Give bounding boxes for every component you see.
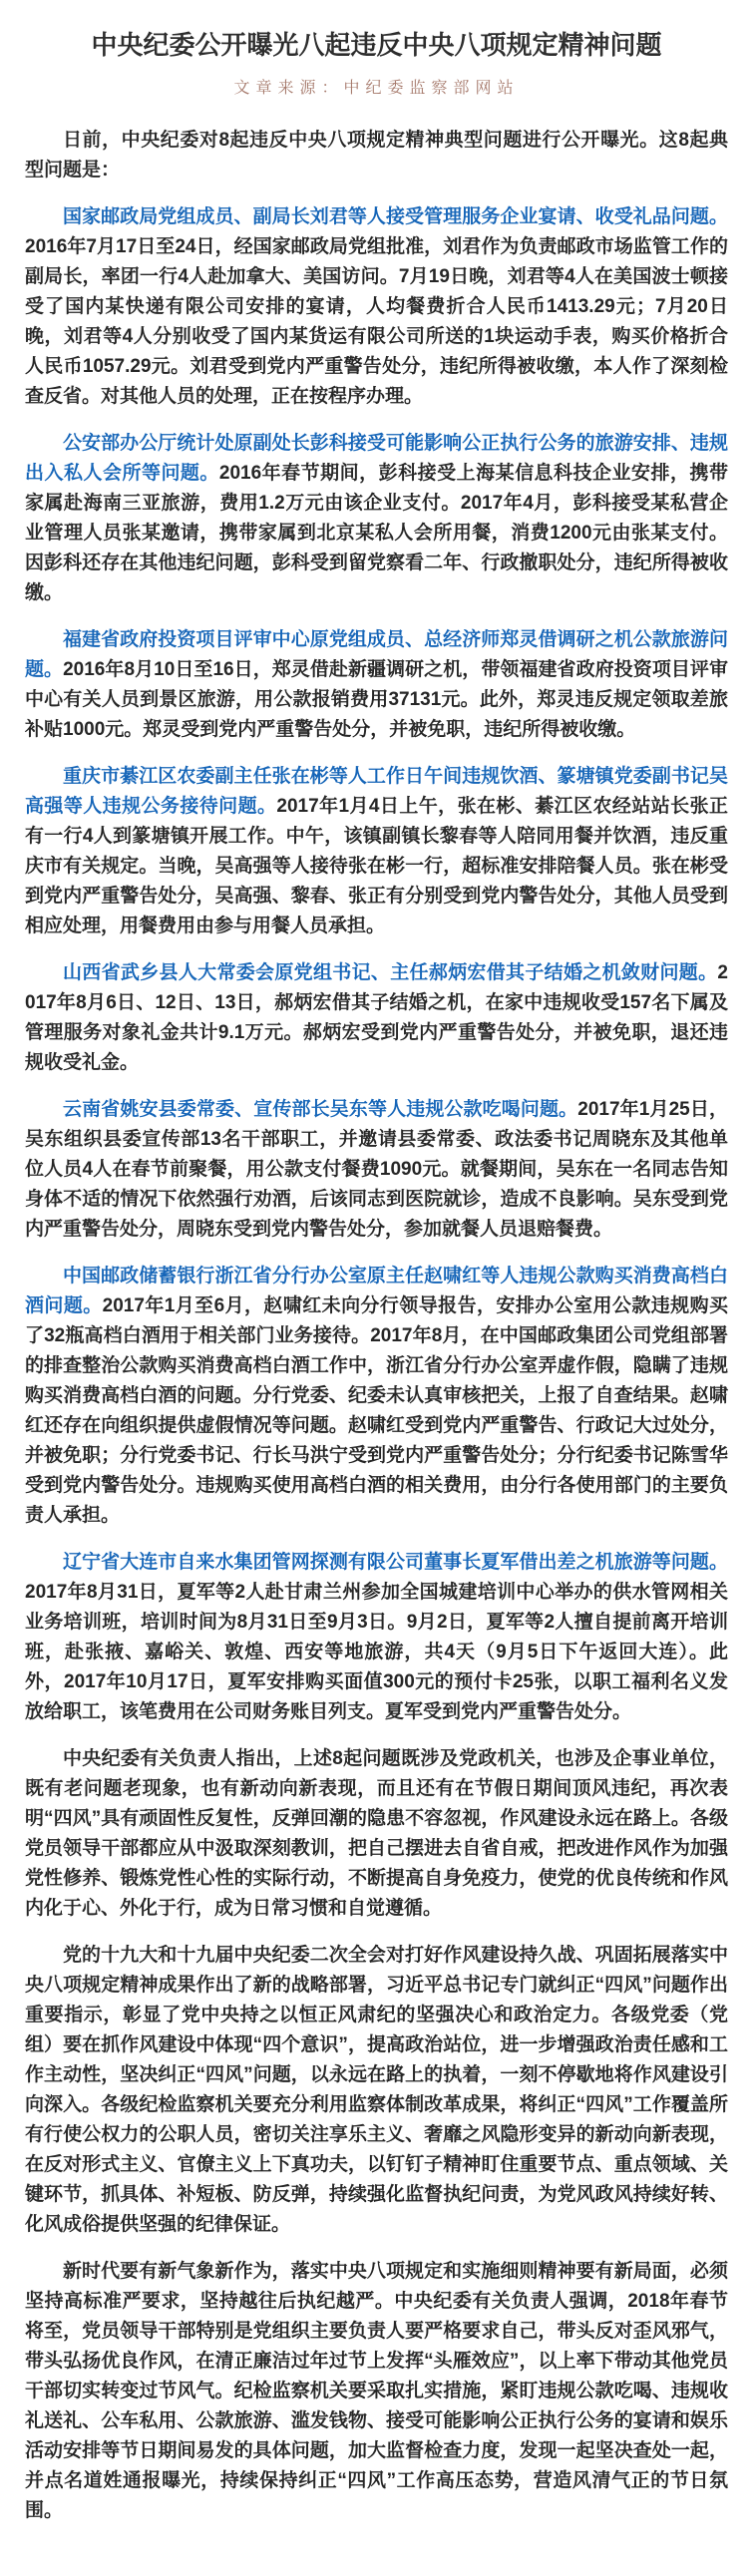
case-headline-8: 辽宁省大连市自来水集团管网探测有限公司董事长夏军借出差之机旅游等问题。 (63, 1552, 728, 1573)
case-paragraph-6 (25, 1095, 728, 1245)
case-paragraph-3 (25, 625, 728, 745)
case-headline-6: 云南省姚安县委常委、宣传部长吴东等人违规公款吃喝问题。 (63, 1099, 578, 1120)
closing-paragraph-2: 党的十九大和十九届中央纪委二次全会对打好作风建设持久战、巩固拓展落实中央八项规定精神成果作出了新的战略部署，习近平总书记专门就纠正“四风”问题作出重要指示，彰显了党中央持之以恒正风肃纪的坚强决心和政治定力。各级党委（党组）要在抓作风建设中体现“四个意识”，提高政治站位，进一步增强政治责任感和工作主动性，坚决纠正“四风”问题，以永远在路上的执着，一刻不停歇地将作风建设引向深入。各级纪检监察机关要充分利用监察体制改革成果，将纠正“四风”工作覆盖所有行使公权力的公职人员，密切关注享乐主义、奢靡之风隐形变异的新动向新表现，在反对形式主义、官僚主义上下真功夫，以钉钉子精神盯住重要节点、重点领域、关键环节，抓具体、补短板、防反弹，持续强化监督执纪问责，为党风政风持续好转、化风成俗提供坚强的纪律保证。 (25, 1945, 728, 2235)
case-paragraph-2 (25, 429, 728, 608)
article-source: 文章来源：中纪委监察部网站 (233, 80, 520, 97)
intro-paragraph: 日前，中央纪委对8起违反中央八项规定精神典型问题进行公开曝光。这8起典型问题是： (25, 130, 728, 181)
case-body-7: 2017年1月至6月，赵啸红未向分行领导报告，安排办公室用公款违规购买了32瓶高档白酒用于相关部门业务接待。2017年8月，在中国邮政集团公司党组部署的排查整治公款购买消费高档白酒工作中，浙江省分行办公室弄虚作假，隐瞒了违规购买消费高档白酒的问题。分行党委、纪委未认真审核把关，上报了自查结果。赵啸红还存在向组织提供虚假情况等问题。赵啸红受到党内严重警告、行政记大过处分，并被免职；分行党委书记、行长马洪宁受到党内严重警告处分；分行纪委书记陈雪华受到党内警告处分。违规购买使用高档白酒的相关费用，由分行各使用部门的主要负责人承担。 (25, 1295, 728, 1526)
case-body-5: 2017年8月6日、12日、13日，郝炳宏借其子结婚之机，在家中违规收受157名下属及管理服务对象礼金共计9.1万元。郝炳宏受到党内严重警告处分，并被免职，退还违规收受礼金。 (25, 962, 728, 1073)
case-body-1: 2016年7月17日至24日，经国家邮政局党组批准，刘君作为负责邮政市场监管工作的副局长，率团一行4人赴加拿大、美国访问。7月19日晚，刘君等4人在美国波士顿接受了国内某快递有限公司安排的宴请，人均餐费折合人民币1413.29元；7月20日晚，刘君等4人分别收受了国内某货运有限公司所送的1块运动手表，购买价格折合人民币1057.29元。刘君受到党内严重警告处分，违纪所得被收缴，本人作了深刻检查反省。对其他人员的处理，正在按程序办理。 (25, 236, 728, 407)
case-paragraph-7 (25, 1262, 728, 1531)
article-title: 中央纪委公开曝光八起违反中央八项规定精神问题 (91, 30, 662, 60)
case-body-6: 2017年1月25日，吴东组织县委宣传部13名干部职工，并邀请县委常委、政法委书记周晓东及其他单位人员4人在春节前聚餐，用公款支付餐费1090元。就餐期间，吴东在一名同志告知身体不适的情况下依然强行劝酒，后该同志到医院就诊，造成不良影响。吴东受到党内严重警告处分，周晓东受到党内警告处分，参加就餐人员退赔餐费。 (25, 1099, 728, 1240)
case-body-4: 2017年1月4日上午，张在彬、綦江区农经站站长张正有一行4人到篆塘镇开展工作。中午，该镇副镇长黎春等人陪同用餐并饮酒，违反重庆市有关规定。当晚，吴高强等人接待张在彬一行，超标准安排陪餐人员。张在彬受到党内严重警告处分，吴高强、黎春、张正有分别受到党内警告处分，其他人员受到相应处理，用餐费用由参与用餐人员承担。 (25, 796, 728, 936)
case-headline-1: 国家邮政局党组成员、副局长刘君等人接受管理服务企业宴请、收受礼品问题。 (63, 206, 728, 227)
case-paragraph-8 (25, 1548, 728, 1727)
case-body-2: 2016年春节期间，彭科接受上海某信息科技企业安排，携带家属赴海南三亚旅游，费用1.2万元由该企业支付。2017年4月，彭科接受某私营企业管理人员张某邀请，携带家属到北京某私人会所用餐，消费1200元由张某支付。因彭科还存在其他违纪问题，彭科受到留党察看二年、行政撤职处分，违纪所得被收缴。 (25, 463, 728, 603)
case-body-3: 2016年8月10日至16日，郑灵借赴新疆调研之机，带领福建省政府投资项目评审中心有关人员到景区旅游，用公款报销费用37131元。此外，郑灵违反规定领取差旅补贴1000元。郑灵受到党内严重警告处分，并被免职，违纪所得被收缴。 (25, 659, 728, 740)
case-body-8: 2017年8月31日，夏军等2人赴甘肃兰州参加全国城建培训中心举办的供水管网相关业务培训班，培训时间为8月31日至9月3日。9月2日，夏军等2人擅自提前离开培训班，赴张掖、嘉峪关、敦煌、西安等地旅游，共4天（9月5日下午返回大连）。此外，2017年10月17日，夏军安排购买面值300元的预付卡25张，以职工福利名义发放给职工，该笔费用在公司财务账目列支。夏军受到党内严重警告处分。 (25, 1582, 728, 1722)
case-headline-7: 中国邮政储蓄银行浙江省分行办公室原主任赵啸红等人违规公款购买消费高档白酒问题。 (25, 1266, 728, 1316)
closing-paragraph-3: 新时代要有新气象新作为，落实中央八项规定和实施细则精神要有新局面，必须坚持高标准严要求，坚持越往后执纪越严。中央纪委有关负责人强调，2018年春节将至，党员领导干部特别是党组织主要负责人要严格要求自己，带头反对歪风邪气，带头弘扬优良作风，在清正廉洁过年过节上发挥“头雁效应”，以上率下带动其他党员干部切实转变过节风气。纪检监察机关要采取扎实措施，紧盯违规公款吃喝、违规收礼送礼、公车私用、公款旅游、滥发钱物、接受可能影响公正执行公务的宴请和娱乐活动安排等节日期间易发的具体问题，加大监督检查力度，发现一起坚决查处一起，并点名道姓通报曝光，持续保持纠正“四风”工作高压态势，营造风清气正的节日氛围。 (25, 2261, 728, 2521)
case-headline-5: 山西省武乡县人大常委会原党组书记、主任郝炳宏借其子结婚之机敛财问题。 (63, 962, 718, 983)
case-headline-4: 重庆市綦江区农委副主任张在彬等人工作日午间违规饮酒、篆塘镇党委副书记吴高强等人违规公务接待问题。 (25, 766, 728, 817)
case-paragraph-4 (25, 762, 728, 941)
case-paragraph-5 (25, 958, 728, 1078)
case-headline-3: 福建省政府投资项目评审中心原党组成员、总经济师郑灵借调研之机公款旅游问题。 (25, 629, 728, 680)
closing-paragraph-1: 中央纪委有关负责人指出，上述8起问题既涉及党政机关，也涉及企事业单位，既有老问题老现象，也有新动向新表现，而且还有在节假日期间顶风违纪，再次表明“四风”具有顽固性反复性，反弹回潮的隐患不容忽视，作风建设永远在路上。各级党员领导干部都应从中汲取深刻教训，把自己摆进去自省自戒，把改进作风作为加强党性修养、锻炼党性心性的实际行动，不断提高自身免疫力，使党的优良传统和作风内化于心、外化于行，成为日常习惯和自觉遵循。 (25, 1748, 728, 1919)
case-paragraph-1 (25, 202, 728, 412)
case-headline-2: 公安部办公厅统计处原副处长彭科接受可能影响公正执行公务的旅游安排、违规出入私人会所等问题。 (25, 433, 728, 484)
